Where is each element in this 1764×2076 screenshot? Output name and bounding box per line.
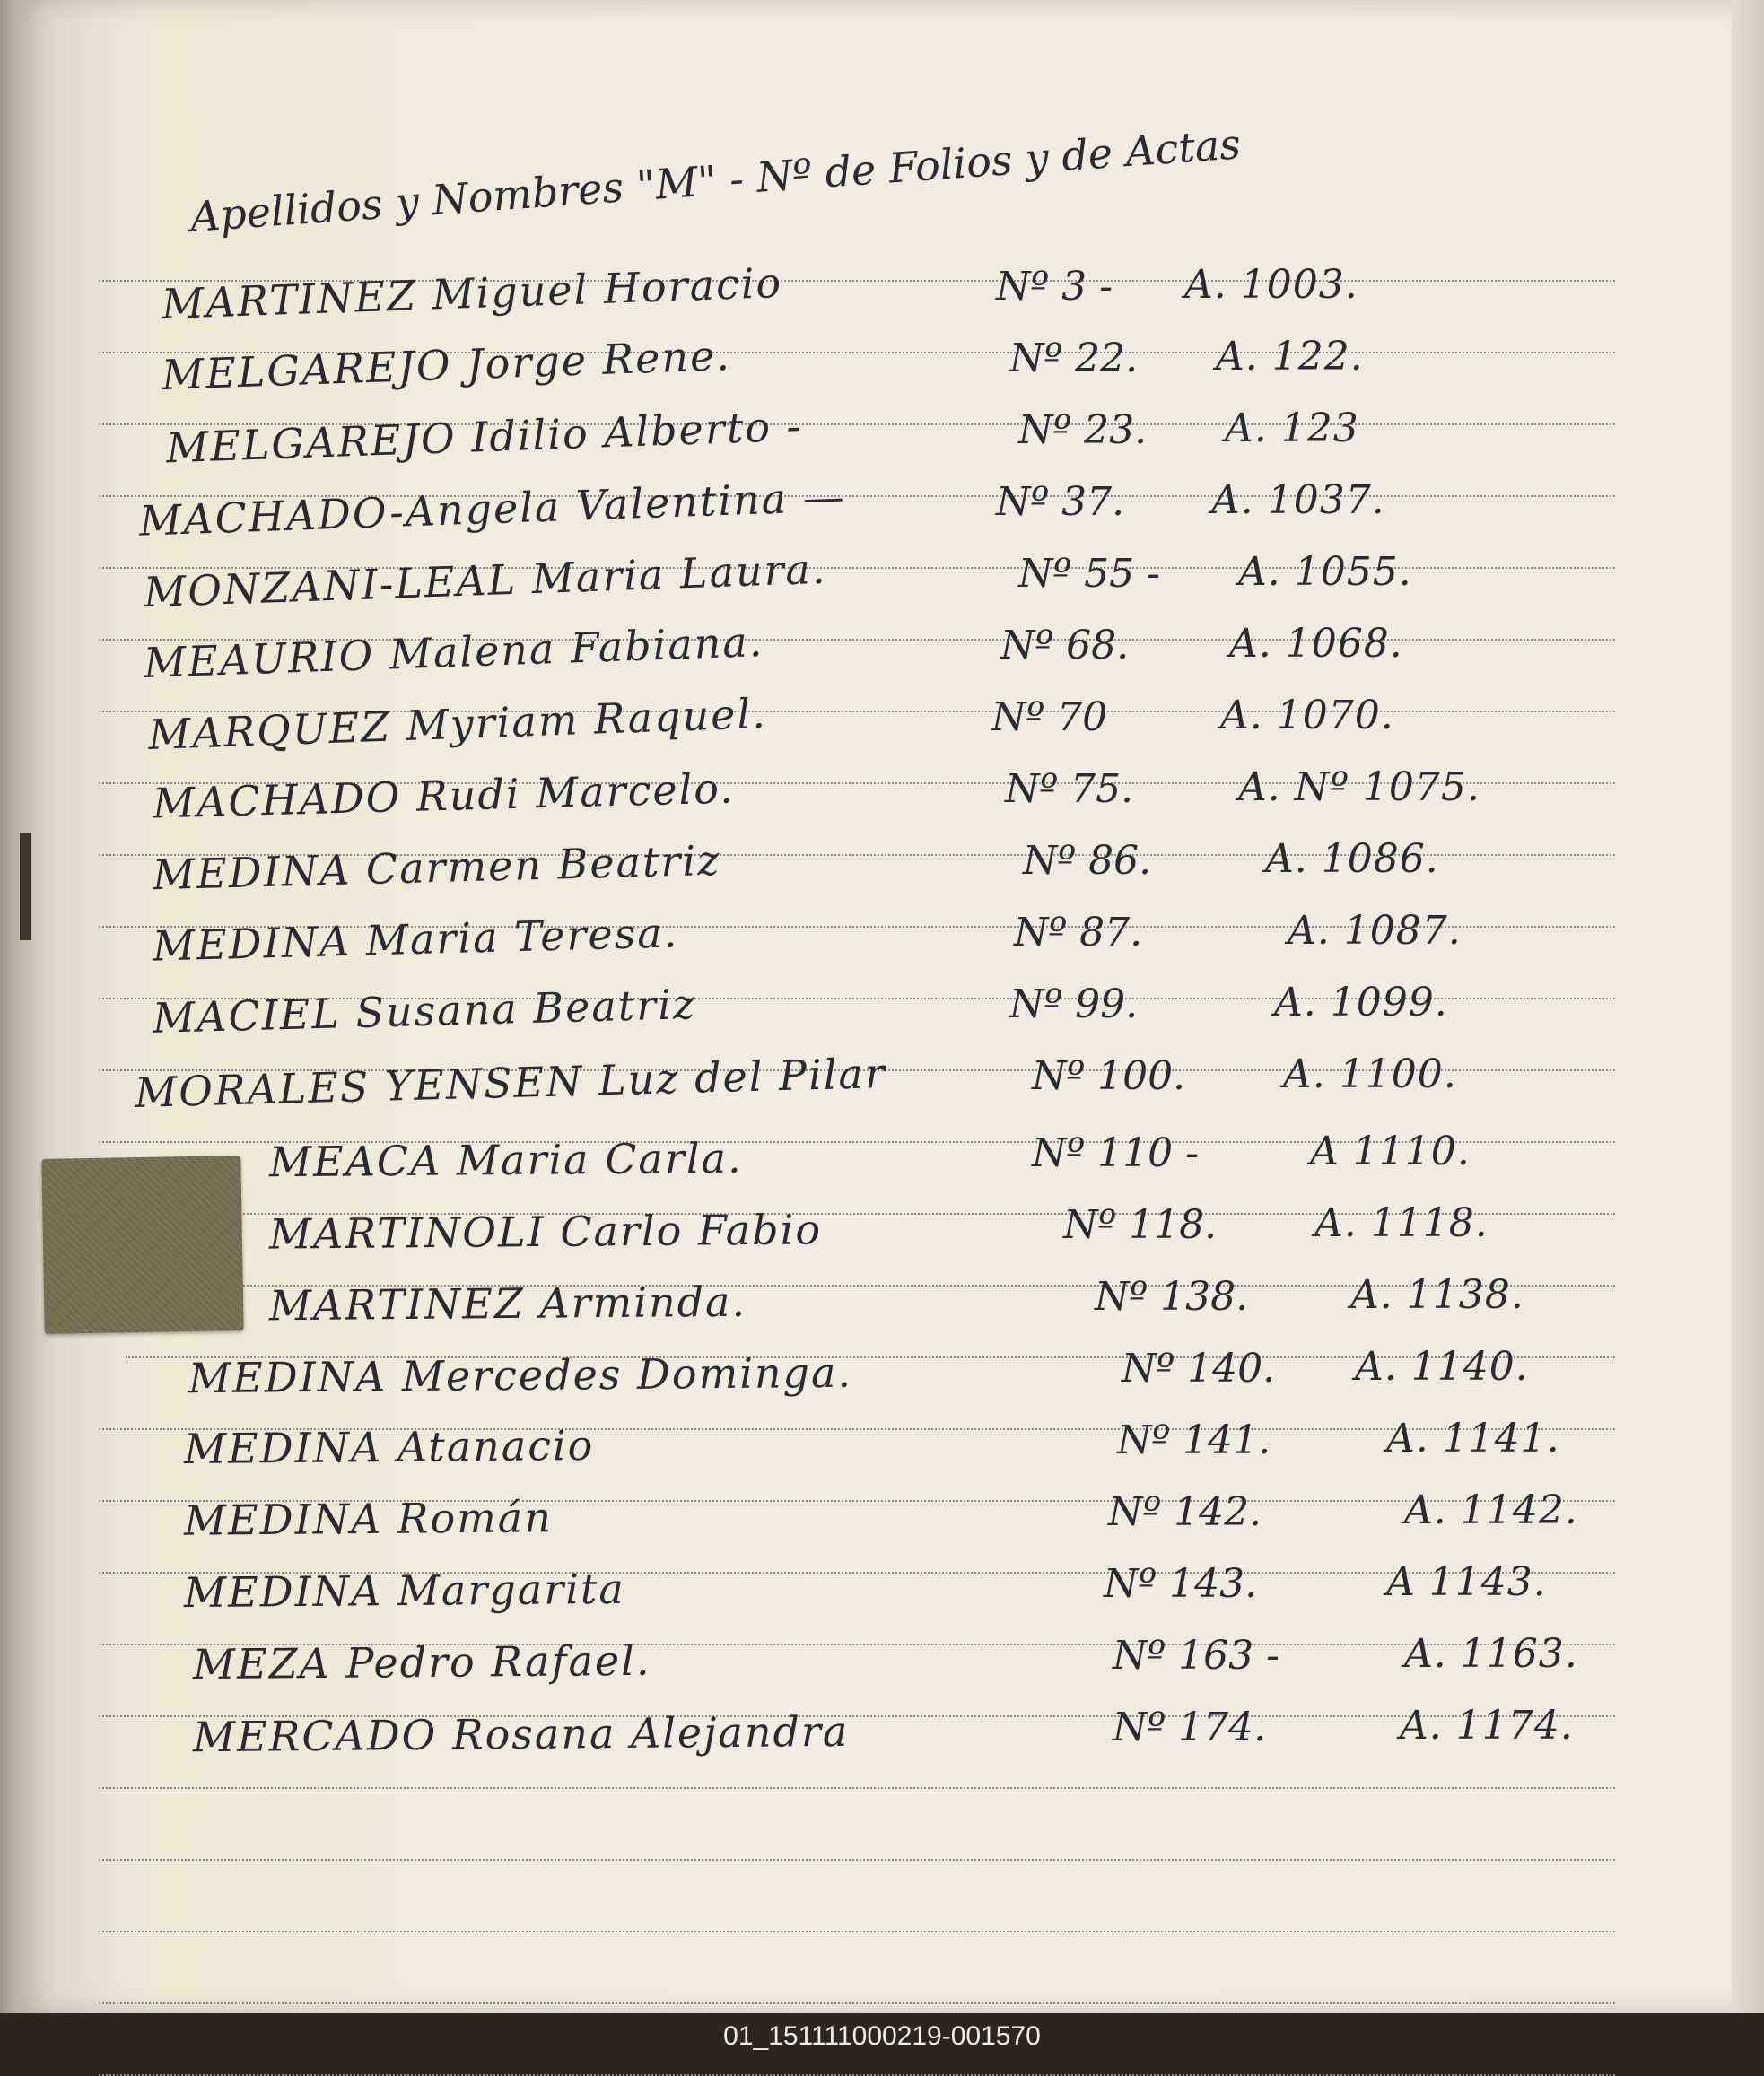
entry-acta: A. 1140. <box>1355 1344 1529 1390</box>
entry-folio: Nº 70 <box>991 694 1108 740</box>
entry-name: MORALES YENSEN Luz del Pilar <box>134 1049 887 1117</box>
entry-name: MEDINA Mercedes Dominga. <box>188 1348 853 1403</box>
entry-acta: A. 1163. <box>1404 1631 1578 1677</box>
entry-acta: A. 1099. <box>1274 980 1448 1025</box>
page-header: Apellidos y Nombres "M" - Nº de Folios y de Actas <box>188 119 1243 241</box>
entry-folio: Nº 99. <box>1009 981 1139 1027</box>
entry-acta: A 1143. <box>1386 1559 1547 1605</box>
entry-name: MACIEL Susana Beatriz <box>152 980 697 1042</box>
entry-folio: Nº 138. <box>1095 1274 1249 1320</box>
entry-name: MONZANI-LEAL Maria Laura. <box>143 544 828 617</box>
entry-name: MACHADO-Angela Valentina — <box>138 472 847 545</box>
entry-folio: Nº 142. <box>1108 1489 1262 1535</box>
entry-name: MEDINA Román <box>183 1493 554 1545</box>
entry-acta: A. Nº 1075. <box>1238 764 1480 810</box>
entry-folio: Nº 75. <box>1005 766 1134 812</box>
entry-acta: A. 1068. <box>1229 621 1403 667</box>
entry-folio: Nº 86. <box>1023 838 1152 884</box>
entry-name: MARTINOLI Carlo Fabio <box>268 1205 823 1259</box>
ruled-line <box>99 1859 1615 1861</box>
entry-folio: Nº 163 - <box>1113 1633 1280 1679</box>
entry-name: MEACA Maria Carla. <box>268 1133 743 1187</box>
entry-acta: A. 123 <box>1225 406 1359 451</box>
entry-folio: Nº 68. <box>1000 623 1130 668</box>
entry-folio: Nº 3 - <box>996 264 1113 310</box>
entry-name: MEDINA Atanacio <box>183 1421 595 1473</box>
ruled-line <box>99 1787 1615 1789</box>
entry-acta: A. 1037. <box>1211 477 1385 523</box>
entry-name: MELGAREJO Idilio Alberto - <box>165 401 803 473</box>
entry-name: MEDINA Maria Teresa. <box>152 908 679 971</box>
entry-folio: Nº 110 - <box>1032 1130 1200 1176</box>
binding-tab <box>20 833 31 940</box>
entry-acta: A. 1100. <box>1283 1051 1457 1097</box>
entry-name: MERCADO Rosana Alejandra <box>192 1706 850 1762</box>
entry-folio: Nº 23. <box>1018 407 1148 453</box>
entry-acta: A. 1174. <box>1400 1703 1574 1749</box>
entry-folio: Nº 22. <box>1009 336 1139 381</box>
entry-acta: A. 122. <box>1216 334 1364 379</box>
entry-folio: Nº 118. <box>1063 1202 1218 1248</box>
entry-folio: Nº 37. <box>996 479 1125 525</box>
entry-folio: Nº 174. <box>1113 1705 1267 1750</box>
entry-folio: Nº 87. <box>1014 910 1143 955</box>
entry-folio: Nº 143. <box>1104 1561 1258 1607</box>
entry-acta: A. 1086. <box>1265 836 1439 882</box>
ruled-line <box>99 1931 1615 1932</box>
right-page-edge <box>1732 0 1764 2013</box>
entry-folio: Nº 141. <box>1117 1417 1271 1463</box>
entry-folio: Nº 55 - <box>1018 551 1161 597</box>
entry-name: MARTINEZ Miguel Horacio <box>161 257 783 329</box>
entry-name: MEDINA Carmen Beatriz <box>152 835 722 900</box>
entry-name: MEAURIO Malena Fabiana. <box>143 616 765 688</box>
entry-folio: Nº 140. <box>1122 1346 1276 1391</box>
ruled-line <box>99 2002 1615 2004</box>
entry-acta: A. 1055. <box>1238 549 1412 595</box>
entry-acta: A. 1142. <box>1404 1487 1578 1533</box>
entry-name: MELGAREJO Jorge Rene. <box>161 330 732 400</box>
entry-acta: A. 1070. <box>1220 693 1394 738</box>
entry-acta: A. 1118. <box>1314 1200 1489 1246</box>
entry-name: MARTINEZ Arminda. <box>268 1277 747 1330</box>
entry-acta: A. 1003. <box>1184 262 1358 308</box>
entry-name: MARQUEZ Myriam Raquel. <box>147 688 768 760</box>
entry-name: MEDINA Margarita <box>183 1564 626 1618</box>
entry-acta: A. 1138. <box>1350 1272 1524 1318</box>
entry-folio: Nº 100. <box>1032 1053 1186 1099</box>
entry-acta: A. 1141. <box>1386 1416 1560 1461</box>
adhesive-tape <box>41 1156 243 1334</box>
entry-acta: A. 1087. <box>1288 908 1462 954</box>
entry-name: MACHADO Rudi Marcelo. <box>152 763 736 828</box>
entry-name: MEZA Pedro Rafael. <box>192 1636 651 1689</box>
entry-acta: A 1110. <box>1310 1129 1471 1174</box>
image-id-footer: 01_151111000219-001570 <box>0 2013 1764 2059</box>
